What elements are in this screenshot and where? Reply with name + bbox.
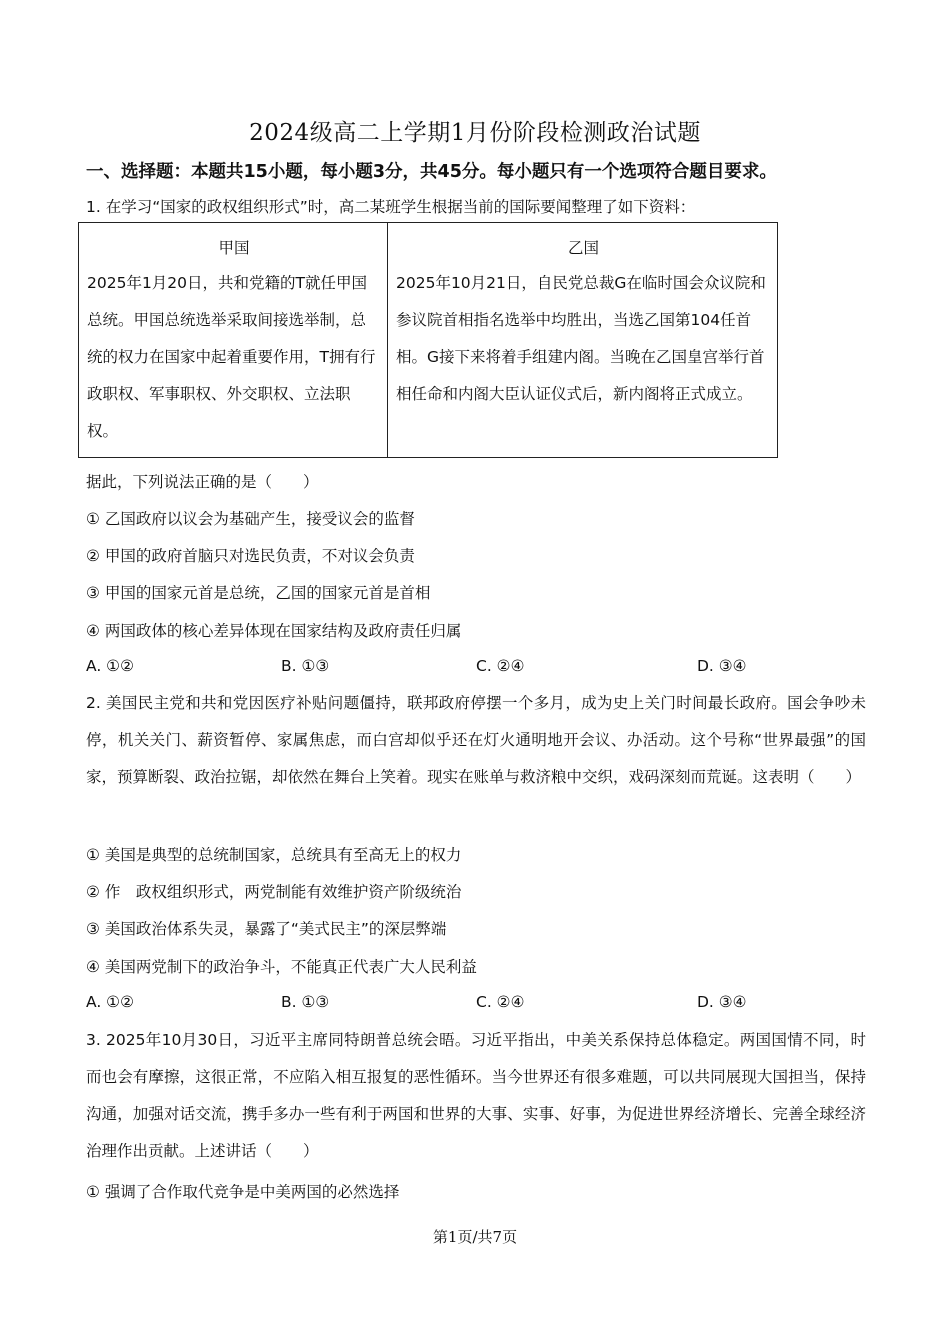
- q1-option-c[interactable]: C. ②④: [476, 657, 525, 675]
- q2-option-b[interactable]: B. ①③: [281, 993, 330, 1011]
- table-head-country-a: 甲国: [218, 239, 250, 257]
- table-cell-country-b: [388, 223, 777, 457]
- table-body-country-a: 2025年1月20日，共和党籍的T就任甲国总统。甲国总统选举采取间接选举制，总统的权力在国家中起着重要作用，T拥有行政职权、军事职权、外交职权、立法职权。: [87, 274, 376, 440]
- q1-material-table: [78, 222, 778, 458]
- page-title: 2024级高二上学期1月份阶段检测政治试题: [249, 120, 701, 146]
- q2-item-1: ① 美国是典型的总统制国家，总统具有至高无上的权力: [86, 846, 462, 864]
- q1-item-2: ② 甲国的政府首脑只对选民负责，不对议会负责: [86, 547, 415, 565]
- q3-stem: 3. 2025年10月30日，习近平主席同特朗普总统会晤。习近平指出，中美关系保持总体稳定。两国国情不同，时而也会有摩擦，这很正常，不应陷入相互报复的恶性循环。当今世界还有很多难题，可以共同展现大国担当，保持沟通，加强对话交流，携手多办一些有利于两国和世界的大事、实事、好事，为促进世界经济增长、完善全球经济治理作出贡献。上述讲话（ ）: [86, 1031, 866, 1160]
- q2-option-a[interactable]: A. ①②: [86, 993, 134, 1011]
- q1-option-b[interactable]: B. ①③: [281, 657, 330, 675]
- q3-item-1: ① 强调了合作取代竞争是中美两国的必然选择: [86, 1183, 400, 1201]
- q2-item-4: ④ 美国两党制下的政治争斗，不能真正代表广大人民利益: [86, 958, 477, 976]
- q1-item-4: ④ 两国政体的核心差异体现在国家结构及政府责任归属: [86, 622, 462, 640]
- q2-item-2: ② 作 政权组织形式，两党制能有效维护资产阶级统治: [86, 883, 462, 901]
- table-cell-country-a: [79, 223, 388, 457]
- q1-option-d[interactable]: D. ③④: [697, 657, 747, 675]
- table-body-country-b: 2025年10月21日，自民党总裁G在临时国会众议院和参议院首相指名选举中均胜出，当选乙国第104任首相。G接下来将着手组建内阁。当晚在乙国皇宫举行首相任命和内阁大臣认证仪式后，新内阁将正式成立。: [396, 274, 766, 403]
- q2-option-c[interactable]: C. ②④: [476, 993, 525, 1011]
- page-footer: 第1页/共7页: [432, 1228, 518, 1246]
- table-head-country-b: 乙国: [567, 239, 599, 257]
- section-heading: 一、选择题：本题共15小题，每小题3分，共45分。每小题只有一个选项符合题目要求。: [86, 162, 777, 182]
- q2-stem: 2. 美国民主党和共和党因医疗补贴问题僵持，联邦政府停摆一个多月，成为史上关门时间最长政府。国会争吵未停，机关关门、薪资暂停、家属焦虑，而白宫却似乎还在灯火通明地开会议、办活动。这个号称“世界最强”的国家，预算断裂、政治拉锯，却依然在舞台上笑着。现实在账单与救济粮中交织，戏码深刻而荒诞。这表明（ ）: [86, 694, 866, 786]
- q2-option-d[interactable]: D. ③④: [697, 993, 747, 1011]
- q2-item-3: ③ 美国政治体系失灵，暴露了“美式民主”的深层弊端: [86, 920, 447, 938]
- q1-stem: 1. 在学习“国家的政权组织形式”时，高二某班学生根据当前的国际要闻整理了如下资料：: [86, 198, 696, 216]
- q1-item-1: ① 乙国政府以议会为基础产生，接受议会的监督: [86, 510, 415, 528]
- q1-item-3: ③ 甲国的国家元首是总统，乙国的国家元首是首相: [86, 584, 431, 602]
- q1-question: 据此，下列说法正确的是（ ）: [86, 473, 319, 491]
- q1-option-a[interactable]: A. ①②: [86, 657, 134, 675]
